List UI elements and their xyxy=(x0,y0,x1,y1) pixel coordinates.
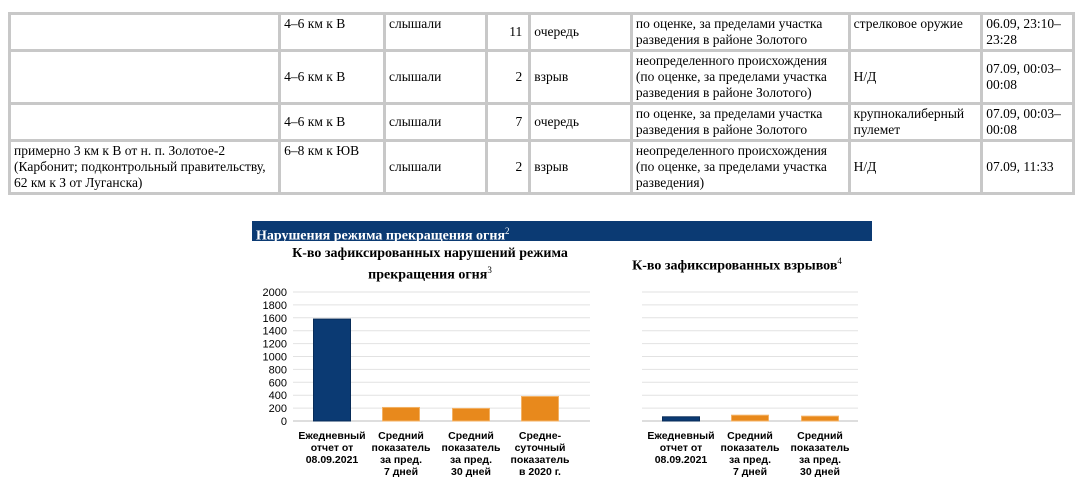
y-tick-label: 1600 xyxy=(262,312,287,325)
table-cell-type: очередь xyxy=(531,15,630,49)
table-cell-direction: 4–6 км к В xyxy=(281,15,383,49)
bar xyxy=(663,417,700,421)
y-tick-label: 0 xyxy=(280,416,287,428)
x-tick-label: Средне-суточный показатель в 2020 г. xyxy=(510,430,570,478)
table-cell-count: 7 xyxy=(488,105,528,139)
table-cell-description: по оценке, за пределами участка разведения в районе Золотого xyxy=(633,105,848,139)
bar xyxy=(383,407,420,421)
table-cell-weapon: Н/Д xyxy=(851,142,981,192)
x-tick-label: Средний показатель за пред. 30 дней xyxy=(790,430,850,478)
table-cell-description: неопределенного происхождения (по оценке, за пределами участка разведения) xyxy=(633,142,848,192)
x-tick-label: Ежедневный отчет от 08.09.2021 xyxy=(298,430,366,466)
y-tick-label: 800 xyxy=(268,364,287,377)
y-tick-label: 200 xyxy=(268,403,287,416)
table-cell-means: слышали xyxy=(386,105,485,139)
table-cell-time: 06.09, 23:10–23:28 xyxy=(983,15,1072,49)
table-cell-description: неопределенного происхождения (по оценке, за пределами участка разведения в районе Золотого) xyxy=(633,52,848,102)
table-cell-description: по оценке, за пределами участка разведения в районе Золотого xyxy=(633,15,848,49)
chart-title-explosions: К-во зафиксированных взрывов$^4$ xyxy=(632,256,842,274)
bar xyxy=(314,319,351,421)
table-cell-weapon: крупнокалиберный пулемет xyxy=(851,105,981,139)
section-title: Нарушения режима прекращения огня xyxy=(256,228,506,244)
bar xyxy=(522,396,559,421)
x-tick-label: Средний показатель за пред. 7 дней xyxy=(720,430,780,478)
x-tick-label: Ежедневный отчет от 08.09.2021 xyxy=(647,430,715,466)
x-tick-label: Средний показатель за пред. 30 дней xyxy=(441,430,501,478)
y-tick-label: 600 xyxy=(268,377,287,390)
table-cell-weapon: Н/Д xyxy=(851,52,981,102)
table-cell-time: 07.09, 00:03–00:08 xyxy=(983,105,1072,139)
bar xyxy=(732,415,769,421)
table-cell-direction: 4–6 км к В xyxy=(281,52,383,102)
y-tick-label: 1200 xyxy=(262,338,287,351)
table-cell-count: 11 xyxy=(488,15,528,49)
footnote-marker: 4 xyxy=(837,256,842,266)
bar xyxy=(802,416,839,421)
x-tick-label: Средний показатель за пред. 7 дней xyxy=(371,430,431,478)
table-cell-count: 2 xyxy=(488,52,528,102)
table-cell-weapon: стрелковое оружие xyxy=(851,15,981,49)
table-cell-direction: 6–8 км к ЮВ xyxy=(281,142,383,192)
table-cell-direction: 4–6 км к В xyxy=(281,105,383,139)
y-tick-label: 400 xyxy=(268,390,287,403)
y-tick-label: 1400 xyxy=(262,325,287,338)
y-tick-label: 1800 xyxy=(262,299,287,312)
footnote-marker: 3 xyxy=(487,265,492,275)
table-cell-type: очередь xyxy=(531,105,630,139)
table-cell-location: примерно 3 км к В от н. п. Золотое-2 (Карбонит; подконтрольный правительству, 62 км к З от Луганска) xyxy=(11,142,278,192)
y-tick-label: 1000 xyxy=(262,351,287,364)
table-cell-means: слышали xyxy=(386,15,485,49)
y-tick-label: 2000 xyxy=(262,287,287,299)
bar xyxy=(453,408,490,421)
table-cell-type: взрыв xyxy=(531,52,630,102)
table-cell-means: слышали xyxy=(386,52,485,102)
table-cell-type: взрыв xyxy=(531,142,630,192)
table-cell-count: 2 xyxy=(488,142,528,192)
chart-title-violations: К-во зафиксированных нарушений режима прекращения огня$^3$ xyxy=(292,246,568,283)
table-cell-time: 07.09, 00:03–00:08 xyxy=(983,52,1072,102)
table-cell-time: 07.09, 11:33 xyxy=(983,142,1072,192)
table-cell-means: слышали xyxy=(386,142,485,192)
footnote-marker: 2 xyxy=(505,226,510,236)
